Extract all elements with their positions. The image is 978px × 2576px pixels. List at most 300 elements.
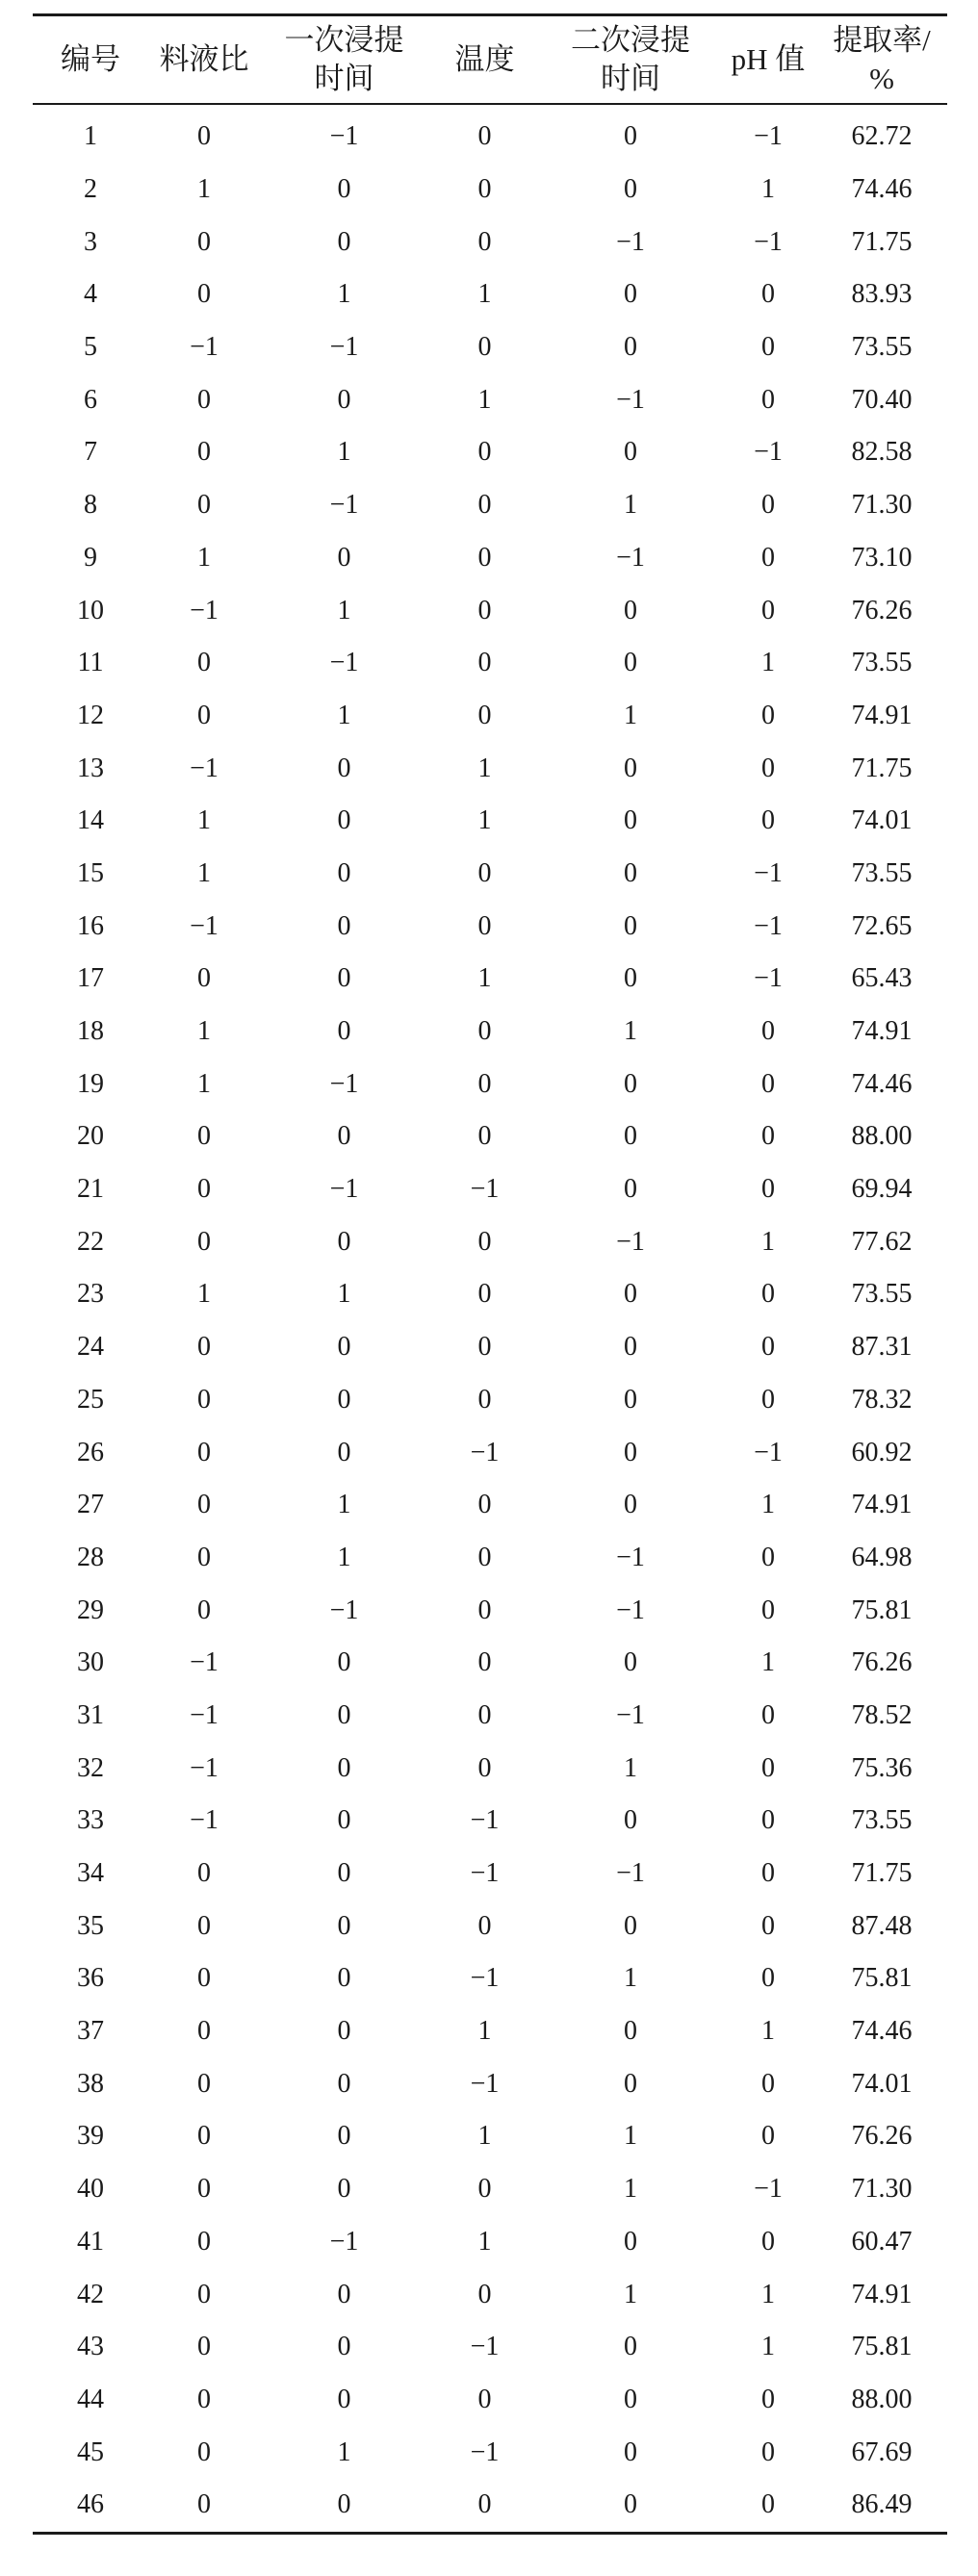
cell-col-ph: 1 xyxy=(761,648,775,678)
cell-col-first-extraction-time: 1 xyxy=(337,595,351,625)
cell-col-yield: 71.75 xyxy=(851,752,913,783)
cell-col-ratio: −1 xyxy=(190,1752,219,1783)
cell-col-id: 11 xyxy=(77,648,104,678)
cell-col-first-extraction-time: 0 xyxy=(337,857,351,888)
cell-col-yield: 88.00 xyxy=(851,1121,913,1152)
cell-col-ratio: 0 xyxy=(197,2384,211,2414)
cell-col-first-extraction-time: 0 xyxy=(337,1437,351,1467)
cell-col-temperature: 0 xyxy=(477,1332,492,1363)
cell-col-ph: 0 xyxy=(761,1805,775,1836)
cell-col-yield: 74.01 xyxy=(851,805,913,836)
cell-col-second-extraction-time: 0 xyxy=(624,910,637,941)
cell-col-id: 36 xyxy=(77,1963,104,1994)
cell-col-first-extraction-time: 0 xyxy=(337,1805,351,1836)
cell-col-id: 25 xyxy=(77,1384,104,1415)
cell-col-id: 31 xyxy=(77,1699,104,1730)
cell-col-ratio: 0 xyxy=(197,1121,211,1152)
cell-col-first-extraction-time: 0 xyxy=(337,910,351,941)
cell-col-second-extraction-time: 0 xyxy=(624,1174,637,1205)
table-row xyxy=(33,1321,947,1374)
cell-col-ph: 0 xyxy=(761,1384,775,1415)
cell-col-temperature: 0 xyxy=(477,1384,492,1415)
cell-col-ratio: 1 xyxy=(197,805,211,836)
cell-col-yield: 74.46 xyxy=(851,2016,913,2047)
cell-col-yield: 76.26 xyxy=(851,595,913,625)
cell-col-ph: 0 xyxy=(761,1542,775,1572)
cell-col-id: 38 xyxy=(77,2068,104,2099)
cell-col-yield: 86.49 xyxy=(851,2489,913,2520)
cell-col-first-extraction-time: 1 xyxy=(337,700,351,730)
cell-col-second-extraction-time: 0 xyxy=(624,1384,637,1415)
cell-col-ratio: 0 xyxy=(197,700,211,730)
cell-col-yield: 71.30 xyxy=(851,490,913,521)
cell-col-second-extraction-time: 0 xyxy=(624,174,637,205)
cell-col-ratio: 0 xyxy=(197,1910,211,1941)
cell-col-ratio: 0 xyxy=(197,121,211,152)
cell-col-ratio: 0 xyxy=(197,1384,211,1415)
cell-col-ratio: 0 xyxy=(197,384,211,415)
cell-col-temperature: 1 xyxy=(477,279,492,310)
data-table xyxy=(33,13,947,2535)
cell-col-id: 3 xyxy=(84,226,97,257)
header-col-second-extraction-time xyxy=(541,15,720,105)
cell-col-first-extraction-time: 0 xyxy=(337,963,351,994)
cell-col-temperature: 0 xyxy=(477,332,492,363)
cell-col-second-extraction-time: −1 xyxy=(616,384,645,415)
cell-col-temperature: 1 xyxy=(477,805,492,836)
cell-col-first-extraction-time: 0 xyxy=(337,2279,351,2309)
cell-col-temperature: 0 xyxy=(477,121,492,152)
cell-col-ph: 1 xyxy=(761,1226,775,1257)
cell-col-ratio: 0 xyxy=(197,1490,211,1520)
header-col-ph xyxy=(720,15,816,105)
cell-col-ph: −1 xyxy=(754,1437,783,1467)
cell-col-first-extraction-time: −1 xyxy=(329,121,359,152)
cell-col-ratio: 1 xyxy=(197,542,211,573)
cell-col-id: 41 xyxy=(77,2226,104,2257)
cell-col-ph: −1 xyxy=(754,910,783,941)
cell-col-temperature: 0 xyxy=(477,174,492,205)
table-row xyxy=(33,953,947,1006)
cell-col-ratio: 0 xyxy=(197,1226,211,1257)
table-row xyxy=(33,1900,947,1952)
cell-col-ratio: 0 xyxy=(197,1963,211,1994)
cell-col-ratio: 0 xyxy=(197,2226,211,2257)
cell-col-id: 6 xyxy=(84,384,97,415)
cell-col-yield: 87.31 xyxy=(851,1332,913,1363)
cell-col-temperature: −1 xyxy=(470,1963,500,1994)
cell-col-id: 12 xyxy=(77,700,104,730)
cell-col-ph: 0 xyxy=(761,542,775,573)
cell-col-yield: 78.52 xyxy=(851,1699,913,1730)
cell-col-ratio: 0 xyxy=(197,648,211,678)
cell-col-id: 43 xyxy=(77,2332,104,2362)
cell-col-second-extraction-time: 0 xyxy=(624,121,637,152)
cell-col-ratio: 1 xyxy=(197,1068,211,1099)
table-row xyxy=(33,2110,947,2163)
header-row xyxy=(33,15,947,105)
cell-col-ph: 0 xyxy=(761,2384,775,2414)
cell-col-id: 21 xyxy=(77,1174,104,1205)
cell-col-yield: 65.43 xyxy=(851,963,913,994)
table-body xyxy=(33,104,947,2533)
cell-col-second-extraction-time: 0 xyxy=(624,805,637,836)
cell-col-ph: 0 xyxy=(761,1016,775,1047)
cell-col-id: 27 xyxy=(77,1490,104,1520)
cell-col-ph: 0 xyxy=(761,279,775,310)
cell-col-first-extraction-time: −1 xyxy=(329,1068,359,1099)
cell-col-id: 45 xyxy=(77,2436,104,2467)
cell-col-ratio: 0 xyxy=(197,2489,211,2520)
cell-col-id: 46 xyxy=(77,2489,104,2520)
table-row xyxy=(33,2216,947,2269)
cell-col-ratio: −1 xyxy=(190,1805,219,1836)
table-row xyxy=(33,1163,947,1216)
cell-col-yield: 77.62 xyxy=(851,1226,913,1257)
cell-col-first-extraction-time: 0 xyxy=(337,1858,351,1889)
cell-col-second-extraction-time: 0 xyxy=(624,2068,637,2099)
cell-col-ratio: 0 xyxy=(197,2016,211,2047)
cell-col-yield: 74.91 xyxy=(851,700,913,730)
table-row xyxy=(33,373,947,426)
cell-col-ph: 0 xyxy=(761,1279,775,1310)
cell-col-temperature: 0 xyxy=(477,700,492,730)
cell-col-second-extraction-time: 0 xyxy=(624,1437,637,1467)
cell-col-ratio: 0 xyxy=(197,1542,211,1572)
cell-col-first-extraction-time: −1 xyxy=(329,648,359,678)
cell-col-second-extraction-time: 0 xyxy=(624,1910,637,1941)
cell-col-second-extraction-time: 0 xyxy=(624,857,637,888)
cell-col-ph: 0 xyxy=(761,1068,775,1099)
cell-col-second-extraction-time: 1 xyxy=(624,1963,637,1994)
cell-col-id: 39 xyxy=(77,2121,104,2152)
cell-col-first-extraction-time: 0 xyxy=(337,1332,351,1363)
cell-col-id: 20 xyxy=(77,1121,104,1152)
cell-col-ph: 0 xyxy=(761,1963,775,1994)
cell-col-second-extraction-time: 0 xyxy=(624,2436,637,2467)
cell-col-ph: −1 xyxy=(754,121,783,152)
cell-col-first-extraction-time: 1 xyxy=(337,437,351,468)
cell-col-ratio: 0 xyxy=(197,1594,211,1625)
cell-col-temperature: −1 xyxy=(470,1174,500,1205)
cell-col-ratio: 0 xyxy=(197,2121,211,2152)
table-row xyxy=(33,532,947,585)
cell-col-second-extraction-time: 1 xyxy=(624,700,637,730)
cell-col-yield: 73.55 xyxy=(851,332,913,363)
cell-col-id: 44 xyxy=(77,2384,104,2414)
cell-col-first-extraction-time: 0 xyxy=(337,174,351,205)
cell-col-second-extraction-time: 0 xyxy=(624,2332,637,2362)
cell-col-yield: 74.46 xyxy=(851,1068,913,1099)
cell-col-second-extraction-time: 0 xyxy=(624,332,637,363)
table-row xyxy=(33,1110,947,1163)
table-row xyxy=(33,2163,947,2216)
cell-col-ph: 0 xyxy=(761,1332,775,1363)
cell-col-yield: 74.01 xyxy=(851,2068,913,2099)
cell-col-temperature: −1 xyxy=(470,2332,500,2362)
cell-col-first-extraction-time: 0 xyxy=(337,1963,351,1994)
cell-col-ratio: −1 xyxy=(190,752,219,783)
cell-col-temperature: 0 xyxy=(477,648,492,678)
cell-col-temperature: 0 xyxy=(477,226,492,257)
cell-col-yield: 70.40 xyxy=(851,384,913,415)
cell-col-second-extraction-time: 0 xyxy=(624,1805,637,1836)
cell-col-first-extraction-time: 0 xyxy=(337,1699,351,1730)
cell-col-yield: 73.55 xyxy=(851,857,913,888)
table-header xyxy=(33,15,947,105)
cell-col-first-extraction-time: 0 xyxy=(337,2016,351,2047)
cell-col-ratio: 0 xyxy=(197,226,211,257)
table-row xyxy=(33,1374,947,1427)
table-row xyxy=(33,321,947,374)
cell-col-yield: 78.32 xyxy=(851,1384,913,1415)
cell-col-first-extraction-time: −1 xyxy=(329,2226,359,2257)
cell-col-temperature: 0 xyxy=(477,1279,492,1310)
cell-col-second-extraction-time: −1 xyxy=(616,1226,645,1257)
cell-col-temperature: 0 xyxy=(477,2489,492,2520)
cell-col-id: 30 xyxy=(77,1647,104,1678)
cell-col-first-extraction-time: 0 xyxy=(337,384,351,415)
cell-col-second-extraction-time: 0 xyxy=(624,2384,637,2414)
cell-col-ph: 1 xyxy=(761,2332,775,2362)
cell-col-second-extraction-time: 0 xyxy=(624,437,637,468)
table-row xyxy=(33,2268,947,2321)
cell-col-temperature: 0 xyxy=(477,595,492,625)
cell-col-second-extraction-time: −1 xyxy=(616,542,645,573)
cell-col-second-extraction-time: 0 xyxy=(624,1121,637,1152)
cell-col-temperature: 1 xyxy=(477,384,492,415)
header-line: 编号 xyxy=(61,42,120,76)
cell-col-ph: 0 xyxy=(761,1594,775,1625)
cell-col-ratio: 0 xyxy=(197,1174,211,1205)
table-row xyxy=(33,2005,947,2058)
table-row xyxy=(33,584,947,637)
cell-col-second-extraction-time: −1 xyxy=(616,1594,645,1625)
cell-col-first-extraction-time: 0 xyxy=(337,2121,351,2152)
cell-col-ratio: 1 xyxy=(197,1016,211,1047)
cell-col-temperature: 0 xyxy=(477,2174,492,2205)
cell-col-first-extraction-time: 0 xyxy=(337,2332,351,2362)
cell-col-id: 1 xyxy=(84,121,97,152)
cell-col-temperature: 0 xyxy=(477,1121,492,1152)
header-line: 提取率/ xyxy=(833,23,931,57)
table-row xyxy=(33,2321,947,2374)
table-row xyxy=(33,1426,947,1479)
cell-col-ratio: 0 xyxy=(197,279,211,310)
cell-col-ph: 1 xyxy=(761,1647,775,1678)
cell-col-first-extraction-time: −1 xyxy=(329,1594,359,1625)
table-row xyxy=(33,216,947,268)
cell-col-first-extraction-time: 0 xyxy=(337,805,351,836)
cell-col-ph: 0 xyxy=(761,1910,775,1941)
cell-col-ph: −1 xyxy=(754,226,783,257)
cell-col-temperature: 1 xyxy=(477,752,492,783)
cell-col-id: 26 xyxy=(77,1437,104,1467)
header-line: % xyxy=(869,62,894,95)
cell-col-first-extraction-time: 1 xyxy=(337,2436,351,2467)
cell-col-ph: 0 xyxy=(761,1121,775,1152)
cell-col-id: 8 xyxy=(84,490,97,521)
cell-col-yield: 67.69 xyxy=(851,2436,913,2467)
cell-col-first-extraction-time: −1 xyxy=(329,332,359,363)
cell-col-ph: 1 xyxy=(761,174,775,205)
header-line: 一次浸提 xyxy=(284,23,404,57)
cell-col-id: 16 xyxy=(77,910,104,941)
cell-col-ph: 0 xyxy=(761,2489,775,2520)
cell-col-yield: 60.92 xyxy=(851,1437,913,1467)
header-col-id xyxy=(33,15,148,105)
cell-col-ratio: 1 xyxy=(197,857,211,888)
cell-col-first-extraction-time: 0 xyxy=(337,1384,351,1415)
cell-col-ph: 0 xyxy=(761,490,775,521)
cell-col-ph: 1 xyxy=(761,2016,775,2047)
cell-col-first-extraction-time: −1 xyxy=(329,490,359,521)
table-row xyxy=(33,637,947,690)
table-row xyxy=(33,1690,947,1743)
cell-col-ratio: 0 xyxy=(197,1332,211,1363)
cell-col-yield: 73.10 xyxy=(851,542,913,573)
table-row xyxy=(33,1268,947,1321)
cell-col-second-extraction-time: 1 xyxy=(624,1016,637,1047)
cell-col-id: 40 xyxy=(77,2174,104,2205)
cell-col-first-extraction-time: 0 xyxy=(337,1752,351,1783)
table-row xyxy=(33,848,947,901)
table-row xyxy=(33,2479,947,2533)
cell-col-id: 17 xyxy=(77,963,104,994)
table-row xyxy=(33,268,947,321)
cell-col-temperature: −1 xyxy=(470,2436,500,2467)
cell-col-second-extraction-time: 1 xyxy=(624,2279,637,2309)
table-row xyxy=(33,2057,947,2110)
cell-col-yield: 74.46 xyxy=(851,174,913,205)
cell-col-second-extraction-time: 0 xyxy=(624,1068,637,1099)
cell-col-second-extraction-time: 0 xyxy=(624,1647,637,1678)
cell-col-ratio: −1 xyxy=(190,332,219,363)
cell-col-id: 22 xyxy=(77,1226,104,1257)
cell-col-first-extraction-time: 0 xyxy=(337,1121,351,1152)
cell-col-id: 13 xyxy=(77,752,104,783)
cell-col-ph: 0 xyxy=(761,384,775,415)
table-row xyxy=(33,1058,947,1110)
cell-col-id: 10 xyxy=(77,595,104,625)
cell-col-first-extraction-time: 0 xyxy=(337,2174,351,2205)
cell-col-ratio: 1 xyxy=(197,1279,211,1310)
header-col-temperature xyxy=(428,15,541,105)
table-row xyxy=(33,1215,947,1268)
cell-col-second-extraction-time: −1 xyxy=(616,1699,645,1730)
cell-col-id: 15 xyxy=(77,857,104,888)
header-line: pH 值 xyxy=(731,42,806,76)
cell-col-temperature: 0 xyxy=(477,857,492,888)
cell-col-ph: −1 xyxy=(754,963,783,994)
cell-col-ratio: 0 xyxy=(197,963,211,994)
cell-col-second-extraction-time: 0 xyxy=(624,2016,637,2047)
cell-col-ph: 0 xyxy=(761,700,775,730)
cell-col-ph: 0 xyxy=(761,595,775,625)
cell-col-ratio: 0 xyxy=(197,2436,211,2467)
cell-col-second-extraction-time: 0 xyxy=(624,2489,637,2520)
cell-col-temperature: 0 xyxy=(477,542,492,573)
cell-col-ph: −1 xyxy=(754,437,783,468)
cell-col-yield: 88.00 xyxy=(851,2384,913,2414)
cell-col-yield: 74.91 xyxy=(851,1490,913,1520)
cell-col-second-extraction-time: 0 xyxy=(624,963,637,994)
table-row xyxy=(33,104,947,164)
table-row xyxy=(33,164,947,217)
cell-col-ph: −1 xyxy=(754,857,783,888)
cell-col-ratio: −1 xyxy=(190,595,219,625)
cell-col-id: 14 xyxy=(77,805,104,836)
cell-col-second-extraction-time: −1 xyxy=(616,226,645,257)
cell-col-id: 28 xyxy=(77,1542,104,1572)
cell-col-temperature: 1 xyxy=(477,2016,492,2047)
cell-col-yield: 75.36 xyxy=(851,1752,913,1783)
header-col-first-extraction-time xyxy=(260,15,428,105)
cell-col-ph: 0 xyxy=(761,805,775,836)
cell-col-ratio: −1 xyxy=(190,1647,219,1678)
cell-col-second-extraction-time: 0 xyxy=(624,595,637,625)
cell-col-ph: 0 xyxy=(761,752,775,783)
cell-col-yield: 73.55 xyxy=(851,1279,913,1310)
cell-col-second-extraction-time: 0 xyxy=(624,1490,637,1520)
cell-col-yield: 60.47 xyxy=(851,2226,913,2257)
cell-col-first-extraction-time: 0 xyxy=(337,2384,351,2414)
table-row xyxy=(33,1795,947,1848)
cell-col-id: 23 xyxy=(77,1279,104,1310)
cell-col-first-extraction-time: 0 xyxy=(337,2068,351,2099)
cell-col-first-extraction-time: 0 xyxy=(337,1647,351,1678)
cell-col-second-extraction-time: 1 xyxy=(624,490,637,521)
cell-col-second-extraction-time: 0 xyxy=(624,1279,637,1310)
cell-col-yield: 76.26 xyxy=(851,2121,913,2152)
header-line: 时间 xyxy=(314,62,374,95)
cell-col-ph: 0 xyxy=(761,332,775,363)
cell-col-first-extraction-time: 0 xyxy=(337,1226,351,1257)
cell-col-ratio: 0 xyxy=(197,2174,211,2205)
cell-col-second-extraction-time: 0 xyxy=(624,648,637,678)
cell-col-yield: 75.81 xyxy=(851,1963,913,1994)
cell-col-id: 24 xyxy=(77,1332,104,1363)
cell-col-first-extraction-time: 0 xyxy=(337,542,351,573)
table-row xyxy=(33,1584,947,1637)
header-line: 温度 xyxy=(454,42,515,76)
table-row xyxy=(33,479,947,532)
cell-col-id: 19 xyxy=(77,1068,104,1099)
header-line: 料液比 xyxy=(159,42,249,76)
table-row xyxy=(33,2426,947,2479)
cell-col-id: 32 xyxy=(77,1752,104,1783)
table-row xyxy=(33,1532,947,1585)
cell-col-ratio: −1 xyxy=(190,910,219,941)
cell-col-ph: 1 xyxy=(761,1490,775,1520)
cell-col-temperature: 0 xyxy=(477,910,492,941)
cell-col-yield: 82.58 xyxy=(851,437,913,468)
cell-col-second-extraction-time: 0 xyxy=(624,2226,637,2257)
cell-col-temperature: −1 xyxy=(470,2068,500,2099)
cell-col-second-extraction-time: 0 xyxy=(624,1332,637,1363)
table-row xyxy=(33,1479,947,1532)
cell-col-yield: 71.75 xyxy=(851,1858,913,1889)
cell-col-id: 35 xyxy=(77,1910,104,1941)
cell-col-ratio: 0 xyxy=(197,2068,211,2099)
table-row xyxy=(33,900,947,953)
cell-col-temperature: −1 xyxy=(470,1858,500,1889)
header-col-yield xyxy=(816,15,947,105)
cell-col-second-extraction-time: 0 xyxy=(624,752,637,783)
cell-col-temperature: 0 xyxy=(477,437,492,468)
table-row xyxy=(33,795,947,848)
cell-col-temperature: 0 xyxy=(477,1752,492,1783)
